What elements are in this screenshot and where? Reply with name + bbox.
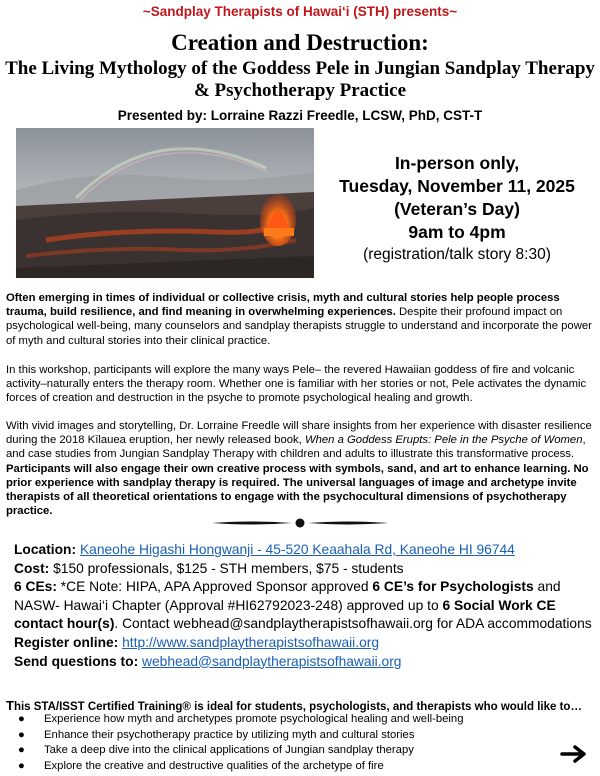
ideal-dropcap: T — [6, 698, 14, 713]
ces-label: 6 CEs: — [14, 579, 57, 595]
ces-text-e: . Contact webhead@sandplaytherapistsofhawaii.org for ADA accommodations — [114, 616, 592, 632]
bullet-icon: ● — [18, 744, 25, 756]
title-lines-2-3 — [0, 58, 600, 102]
list-item-text: Explore the creative and destructive qualities of the archetype of fire — [44, 759, 384, 772]
register-row — [14, 634, 592, 653]
paragraph-3-start: With vivid images and storytelling, Dr. Lorraine Freedle will share insights from her experience with disaster resilience during the 2018 Kīlauea eruption, her newly released book, — [6, 420, 592, 447]
cost-label: Cost: — [14, 560, 50, 576]
benefits-list — [6, 712, 546, 774]
event-info — [14, 541, 592, 671]
list-item — [6, 759, 546, 775]
ideal-text: his STA/ISST Certified Training® is ideal for students, psychologists, and therapists who would like to… — [13, 701, 582, 713]
list-item-text: Take a deep dive into the clinical applications of Jungian sandplay therapy — [44, 744, 414, 756]
questions-label: Send questions to: — [14, 653, 139, 669]
location-link[interactable]: Kaneohe Higashi Hongwanji - 45-520 Keaahala Rd, Kaneohe HI 96744 — [79, 542, 515, 557]
list-item — [6, 728, 546, 744]
paragraph-3-mid: , and case studies from Jungian Sandplay Therapy with children and adults to illustrate this transformative process. — [6, 434, 586, 461]
event-date: Tuesday, November 11, 2025 — [339, 176, 575, 196]
paragraph-2: In this workshop, participants will explore the many ways Pele– the revered Hawaiian goddess of fire and volcanic activity–naturally enters the therapy room. Whether one is familiar with her stories or not, Pele activates the dynamic forces of creation and destruction in the psyche to promote psychological healing and growth. — [6, 364, 587, 405]
questions-email-link[interactable]: webhead@sandplaytherapistsofhawaii.org — [142, 653, 402, 669]
event-holiday: (Veteran’s Day) — [394, 199, 520, 219]
bullet-icon: ● — [18, 728, 25, 741]
ces-social-work: 6 Social Work CE contact hour(s) — [14, 597, 556, 632]
title-line-1: Creation and Destruction: — [171, 30, 429, 55]
list-item-text: Experience how myth and archetypes promote psychological healing and well-being — [44, 713, 464, 725]
book-title: When a Goddess Erupts: Pele in the Psyche of Women — [304, 434, 583, 447]
arrow-right-icon[interactable] — [560, 744, 588, 764]
presents-line: ~Sandplay Therapists of Hawai‘i (STH) presents~ — [142, 4, 458, 19]
paragraph-3 — [6, 419, 594, 518]
event-details — [326, 152, 588, 266]
list-item — [6, 712, 546, 728]
title-line-2: The Living Mythology of the Goddess Pele in Jungian Sandplay Therapy — [5, 58, 595, 79]
register-link[interactable]: http://www.sandplaytherapistsofhawaii.org — [122, 634, 380, 650]
ces-text-a: *CE Note: HIPA, APA Approved Sponsor approved — [56, 579, 373, 595]
event-registration-time: (registration/talk story 8:30) — [363, 246, 551, 263]
paragraph-3-bold: Participants will also engage their own creative process with symbols, sand, and art to enhance learning. No prior experience with sandplay therapy is required. The universal languages of image and archetype invite therapists of all theoretical orientations to engage with the psychocultural dimensions of psychotherapy practice. — [6, 462, 589, 518]
list-item — [6, 743, 546, 759]
event-format: In-person only, — [394, 153, 520, 173]
bullet-icon: ● — [18, 759, 25, 772]
volcano-eruption-photo — [16, 128, 314, 278]
cost-value: $150 professionals, $125 - STH members, $75 - students — [49, 560, 404, 576]
paragraph-1-rest: Despite their profound impact on psychological well-being, many counselors and sandplay therapists struggle to understand and incorporate the power of myth and cultural stories into their clinical practice. — [6, 306, 592, 347]
event-time: 9am to 4pm — [408, 222, 506, 242]
bullet-icon: ● — [18, 713, 25, 725]
register-label: Register online: — [14, 634, 119, 650]
ces-psychologists: 6 CE’s for Psychologists — [372, 579, 534, 595]
paragraph-1 — [6, 291, 594, 348]
location-label: Location: — [14, 542, 77, 557]
ornamental-divider — [210, 516, 390, 528]
ces-row — [14, 578, 592, 634]
ideal-for-heading — [6, 698, 596, 713]
presented-by: Presented by: Lorraine Razzi Freedle, LCSW, PhD, CST-T — [117, 108, 483, 123]
location-row — [14, 541, 592, 560]
paragraph-1-lead: Often emerging in times of individual or collective crisis, myth and cultural stories help people process trauma, build resilience, and find meaning in overwhelming experiences. — [6, 292, 560, 319]
ces-text-c: and NASW- Hawai‘i Chapter (Approval #HI62792023-248) approved up to — [14, 579, 561, 613]
list-item-text: Enhance their psychotherapy practice by utilizing myth and cultural stories — [44, 728, 415, 741]
questions-row — [14, 653, 592, 672]
cost-row — [14, 560, 592, 579]
title-line-3: & Psychotherapy Practice — [193, 80, 407, 101]
